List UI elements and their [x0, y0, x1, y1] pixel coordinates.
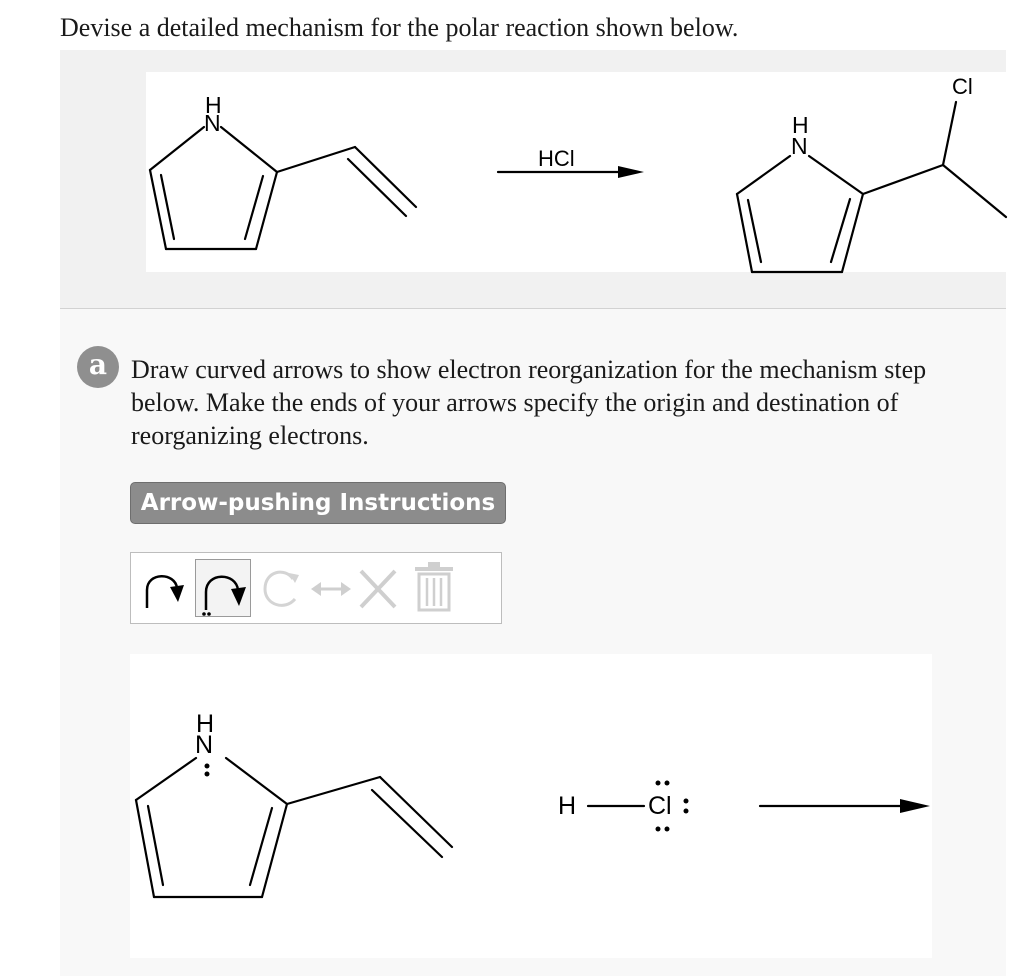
reactant-n-atom: N — [204, 110, 221, 136]
reactant-h-atom: H — [205, 92, 222, 118]
trash-icon — [411, 561, 461, 617]
rotate-arrow-icon — [257, 561, 307, 617]
cl-lone-pair-dot — [684, 799, 689, 804]
product-h-atom: H — [792, 112, 809, 138]
bond — [842, 194, 863, 272]
bond — [256, 172, 277, 249]
mechanism-bonds — [130, 654, 932, 958]
arrow-pushing-instructions-button[interactable]: Arrow-pushing Instructions — [130, 482, 506, 524]
bond — [150, 170, 166, 249]
bond — [863, 165, 943, 194]
cl-lone-pair-dot — [684, 809, 689, 814]
reaction-bonds — [146, 72, 1006, 272]
bond — [355, 147, 416, 207]
electron-pair-arrow-icon — [196, 560, 252, 618]
n-lone-pair-dot — [205, 764, 210, 769]
bond — [136, 758, 196, 800]
bond — [262, 804, 287, 897]
step-instruction: Draw curved arrows to show electron reorganization for the mechanism step below. Make the ends of your arrows specify the origin and destination of reorganizing electrons. — [131, 355, 927, 450]
hcl-cl-atom: Cl — [648, 792, 672, 820]
hcl-h-atom: H — [558, 792, 577, 820]
cl-lone-pair-dot — [656, 827, 661, 832]
step-arrow-head — [900, 799, 930, 813]
cl-lone-pair-dot — [665, 827, 670, 832]
bond — [221, 127, 277, 172]
product-cl-atom: Cl — [952, 74, 973, 99]
single-electron-arrow-tool[interactable] — [137, 560, 193, 616]
bond — [287, 777, 380, 804]
bond — [943, 102, 956, 165]
reaction-panel — [60, 50, 1006, 309]
single-electron-arrow-icon — [137, 560, 193, 616]
bond — [226, 758, 287, 804]
delete-tool[interactable] — [353, 561, 403, 617]
delete-x-icon — [353, 561, 403, 617]
reaction-arrow-head — [618, 166, 644, 178]
bond-inner — [748, 200, 761, 262]
cl-lone-pair-dot — [656, 781, 661, 786]
bond — [943, 165, 1006, 217]
bond — [809, 156, 863, 194]
step-badge: a — [77, 346, 119, 388]
resonance-arrow-tool[interactable] — [309, 561, 353, 617]
mech-n-atom: N — [195, 731, 214, 759]
bond — [277, 147, 355, 172]
bond — [150, 127, 204, 170]
reaction-scheme — [146, 72, 1006, 272]
reagent-label: HCl — [538, 146, 575, 171]
bond-inner — [372, 790, 442, 857]
n-lone-pair-dot — [205, 772, 210, 777]
electron-pair-arrow-tool[interactable] — [195, 559, 251, 617]
arrow-toolbar — [130, 552, 502, 624]
mech-h-atom: H — [196, 710, 215, 738]
cl-lone-pair-dot — [665, 781, 670, 786]
trash-tool[interactable] — [411, 561, 461, 617]
bond — [380, 777, 452, 847]
mechanism-canvas[interactable] — [130, 654, 932, 958]
product-n-atom: N — [791, 133, 808, 159]
question-prompt: Devise a detailed mechanism for the polar reaction shown below. — [60, 13, 739, 42]
bond — [737, 156, 790, 194]
rotate-arrow-tool[interactable] — [257, 561, 307, 617]
resonance-arrow-icon — [309, 561, 353, 617]
bond — [136, 800, 154, 897]
